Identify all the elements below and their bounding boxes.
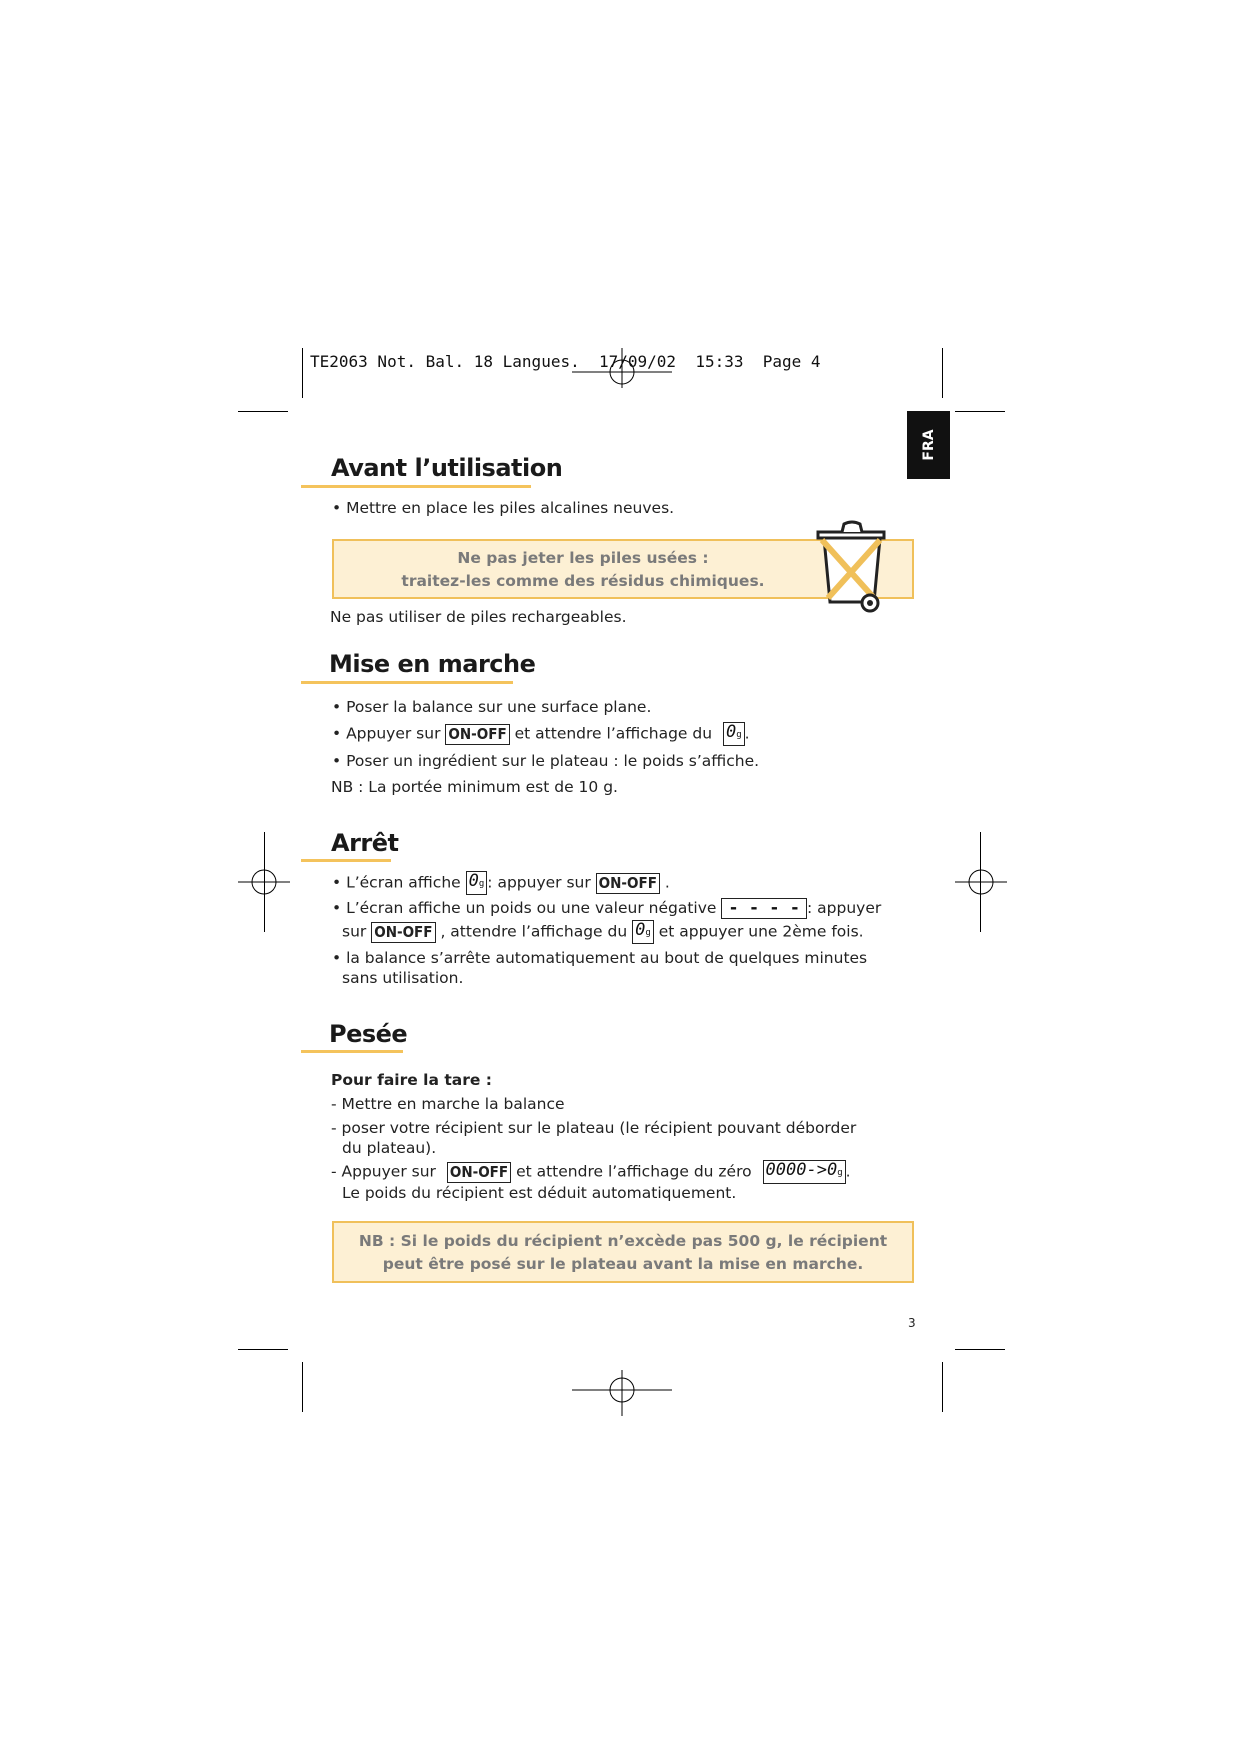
on-off-key: ON-OFF (596, 873, 660, 894)
section-title-arret: Arrêt (331, 829, 399, 857)
trash-bin-crossed-icon (812, 518, 892, 614)
step-poser-recipient-cont: du plateau). (342, 1139, 437, 1157)
crop-mark (942, 348, 943, 398)
crop-mark (955, 1349, 1005, 1350)
on-off-key: ON-OFF (445, 724, 509, 745)
step-appuyer-on-off: - Appuyer sur ON-OFF et attendre l’affichage du zéro 0000->0g . (331, 1160, 851, 1184)
section-underline (301, 485, 531, 488)
subtitle-tare: Pour faire la tare : (331, 1071, 492, 1089)
section-underline (301, 681, 513, 684)
bullet-surface-plane: • Poser la balance sur une surface plane. (332, 698, 652, 716)
print-header: TE2063 Not. Bal. 18 Langues. 17/09/02 15:33 Page 4 (310, 352, 821, 371)
step-poser-recipient: - poser votre récipient sur le plateau (le récipient pouvant déborder (331, 1119, 857, 1137)
crop-mark (238, 1349, 288, 1350)
page-number: 3 (908, 1316, 916, 1330)
registration-mark-bottom (572, 1370, 672, 1416)
registration-mark-right (955, 857, 1007, 907)
lcd-dashes-display: - - - - (721, 898, 807, 919)
bullet-ecran-zero: • L’écran affiche 0g : appuyer sur ON-OFF . (332, 871, 670, 895)
crop-mark (302, 348, 303, 398)
bullet-arret-auto: • la balance s’arrête automatiquement au bout de quelques minutes (332, 949, 868, 967)
note-line: Ne pas jeter les piles usées : (457, 549, 709, 567)
note-box-recipient (332, 1221, 914, 1283)
on-off-key: ON-OFF (447, 1162, 511, 1183)
note-line: peut être posé sur le plateau avant la mise en marche. (382, 1255, 864, 1273)
note-line: NB : Si le poids du récipient n’excède pas 500 g, le récipient (358, 1232, 888, 1250)
bullet-valeur-negative: • L’écran affiche un poids ou une valeur négative - - - - : appuyer (332, 898, 882, 918)
step-mettre-en-marche: - Mettre en marche la balance (331, 1095, 565, 1113)
section-title-pesee: Pesée (329, 1020, 408, 1048)
language-tab-label: FRA (920, 429, 937, 461)
section-underline (301, 859, 391, 862)
section-title-marche: Mise en marche (329, 650, 536, 678)
lcd-zero-display: 0g (723, 722, 745, 746)
bullet-arret-auto-cont: sans utilisation. (342, 969, 464, 987)
lcd-tare-display: 0000->0g (763, 1160, 846, 1184)
on-off-key: ON-OFF (371, 922, 435, 943)
bullet-poser-ingredient: • Poser un ingrédient sur le plateau : le poids s’affiche. (332, 752, 760, 770)
language-tab (907, 411, 950, 479)
lcd-zero-display: 0g (466, 871, 488, 895)
step-poids-deduit: Le poids du récipient est déduit automatiquement. (342, 1184, 737, 1202)
bullet-valeur-negative-cont: sur ON-OFF , attendre l’affichage du 0g et appuyer une 2ème fois. (342, 920, 864, 944)
section-underline (301, 1050, 403, 1053)
crop-mark (942, 1362, 943, 1412)
crop-mark (302, 1362, 303, 1412)
registration-mark-left (238, 857, 290, 907)
crop-mark (955, 411, 1005, 412)
section-title-avant: Avant l’utilisation (331, 454, 563, 482)
bullet-piles-neuves: • Mettre en place les piles alcalines neuves. (332, 499, 675, 517)
crop-mark (238, 411, 288, 412)
note-line: traitez-les comme des résidus chimiques. (401, 572, 765, 590)
text-no-rechargeables: Ne pas utiliser de piles rechargeables. (330, 608, 627, 626)
text-portee-minimum: NB : La portée minimum est de 10 g. (331, 778, 618, 796)
bullet-appuyer-on-off: • Appuyer sur ON-OFF et attendre l’affichage du 0g . (332, 722, 750, 746)
lcd-zero-display: 0g (632, 920, 654, 944)
